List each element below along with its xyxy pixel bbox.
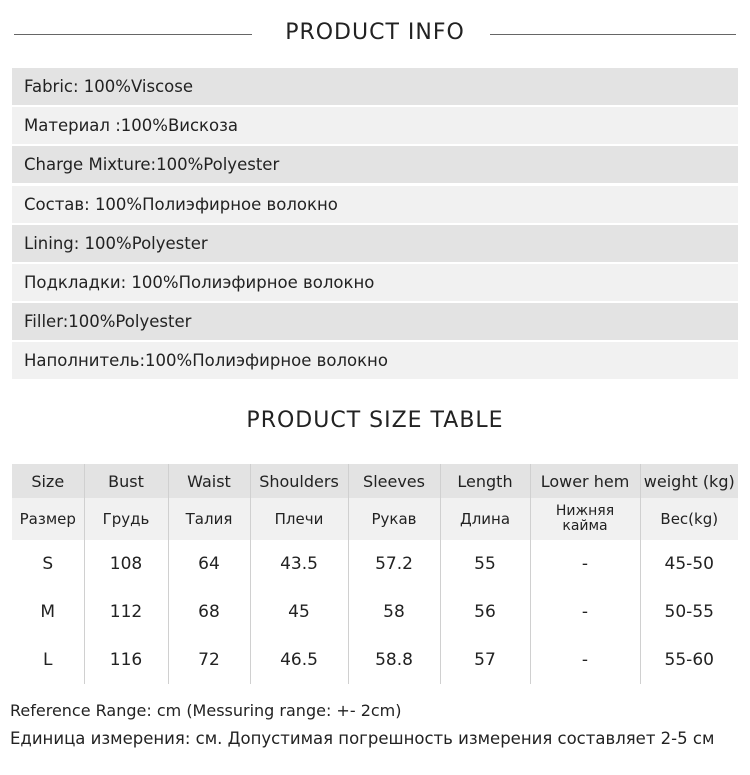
table-cell: 68	[168, 588, 250, 636]
note-ru: Единица измерения: см. Допустимая погрешность измерения составляет 2-5 см	[10, 729, 715, 748]
table-cell: 57	[440, 636, 530, 684]
table-cell: Нижняя кайма	[530, 498, 640, 540]
table-cell: 108	[84, 540, 168, 588]
table-cell: 50-55	[640, 588, 738, 636]
table-cell: Вес(kg)	[640, 498, 738, 540]
table-row	[12, 588, 738, 636]
table-cell: -	[530, 636, 640, 684]
info-row: Fabric: 100%Viscose	[12, 68, 738, 105]
table-cell: Грудь	[84, 498, 168, 540]
table-cell: 46.5	[250, 636, 348, 684]
table-cell: Талия	[168, 498, 250, 540]
info-row: Подкладки: 100%Полиэфирное волокно	[12, 264, 738, 301]
table-cell: 55	[440, 540, 530, 588]
table-row	[12, 540, 738, 588]
info-row: Filler:100%Polyester	[12, 303, 738, 340]
table-cell: -	[530, 588, 640, 636]
table-cell: 55-60	[640, 636, 738, 684]
table-header-row	[12, 498, 738, 540]
divider-right	[490, 34, 736, 35]
table-cell: L	[43, 650, 53, 670]
table-cell: Waist	[168, 464, 250, 498]
size-table-title: PRODUCT SIZE TABLE	[246, 408, 504, 433]
info-row: Материал :100%Вискоза	[12, 107, 738, 144]
info-row: Наполнитель:100%Полиэфирное волокно	[12, 342, 738, 379]
table-cell: weight (kg)	[640, 464, 738, 498]
info-row: Состав: 100%Полиэфирное волокно	[12, 186, 738, 223]
table-cell: Shoulders	[250, 464, 348, 498]
table-cell: 112	[84, 588, 168, 636]
note-en: Reference Range: cm (Messuring range: +- 2cm)	[10, 701, 402, 720]
table-cell: 56	[440, 588, 530, 636]
table-cell: 58	[348, 588, 440, 636]
table-cell: Размер	[19, 510, 76, 528]
table-cell: 58.8	[348, 636, 440, 684]
table-row	[12, 636, 738, 684]
table-cell: Плечи	[250, 498, 348, 540]
table-header-row	[12, 464, 738, 498]
table-cell: Size	[31, 471, 65, 491]
product-info-title: PRODUCT INFO	[285, 20, 465, 45]
table-cell: 116	[84, 636, 168, 684]
table-cell: Длина	[440, 498, 530, 540]
table-cell: 43.5	[250, 540, 348, 588]
table-cell: Length	[440, 464, 530, 498]
table-cell: M	[40, 602, 56, 622]
table-cell: Sleeves	[348, 464, 440, 498]
table-cell: -	[530, 540, 640, 588]
info-row: Lining: 100%Polyester	[12, 225, 738, 262]
table-cell: Bust	[84, 464, 168, 498]
table-cell: S	[42, 554, 54, 574]
table-cell: 57.2	[348, 540, 440, 588]
table-cell: 64	[168, 540, 250, 588]
table-cell: 72	[168, 636, 250, 684]
size-table	[12, 464, 738, 684]
table-cell: 45	[250, 588, 348, 636]
table-cell: Lower hem	[530, 464, 640, 498]
table-cell: 45-50	[640, 540, 738, 588]
info-row: Charge Mixture:100%Polyester	[12, 146, 738, 183]
table-cell: Рукав	[348, 498, 440, 540]
